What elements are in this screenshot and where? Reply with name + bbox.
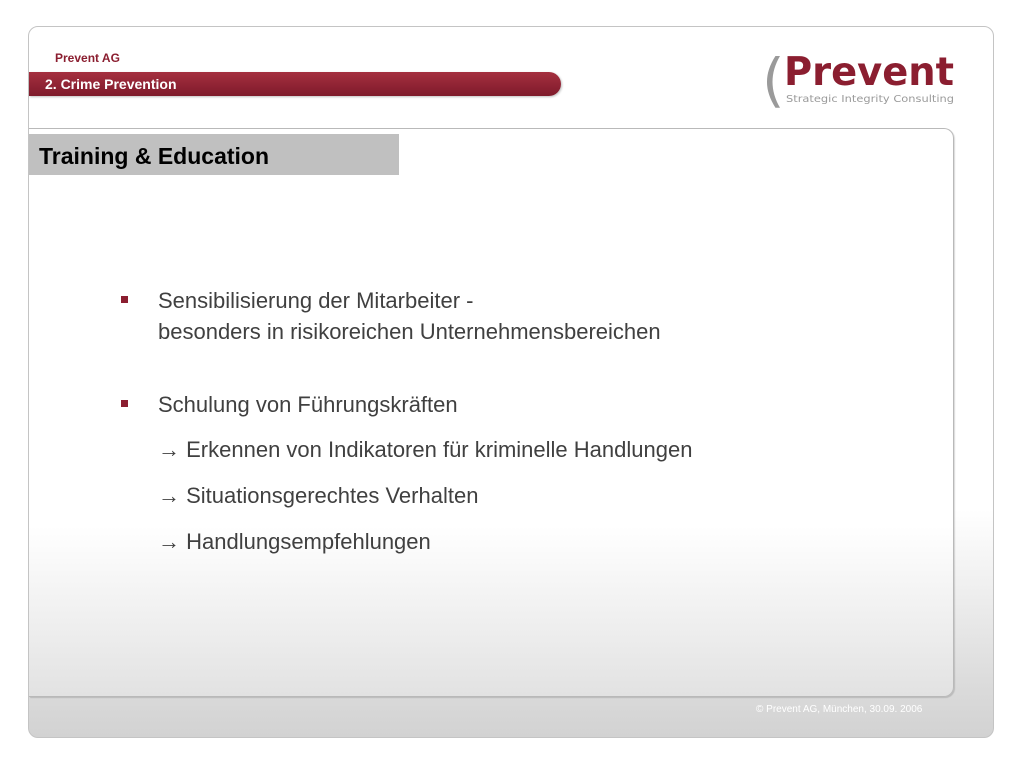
logo-name: Prevent (784, 50, 954, 95)
arrow-right-icon: → (158, 437, 180, 462)
logo-bracket: ( (762, 46, 785, 112)
bullet-marker (121, 296, 128, 303)
section-bar (29, 72, 561, 96)
footer-copyright: © Prevent AG, München, 30.09. 2006 (756, 704, 923, 715)
subpoint (158, 483, 478, 509)
bullet-text-continued: besonders in risikoreichen Unternehmensbereichen (158, 319, 661, 344)
subpoint (158, 437, 692, 463)
section-label: 2. Crime Prevention (45, 76, 177, 92)
title-box (29, 134, 399, 175)
arrow-right-icon: → (158, 483, 180, 508)
bullet-text: Sensibilisierung der Mitarbeiter - (158, 288, 474, 313)
subpoint-text: Situationsgerechtes Verhalten (186, 483, 479, 508)
arrow-right-icon: → (158, 529, 180, 554)
subpoint-text: Handlungsempfehlungen (186, 529, 431, 554)
bullet-marker (121, 400, 128, 407)
subpoint (158, 529, 431, 555)
slide-title: Training & Education (39, 143, 270, 169)
subpoint-text: Erkennen von Indikatoren für kriminelle Handlungen (186, 437, 693, 462)
company-name: Prevent AG (55, 51, 120, 65)
logo-tagline: Strategic Integrity Consulting (786, 94, 954, 105)
prevent-logo (760, 40, 960, 112)
bullet-text: Schulung von Führungskräften (158, 392, 458, 417)
